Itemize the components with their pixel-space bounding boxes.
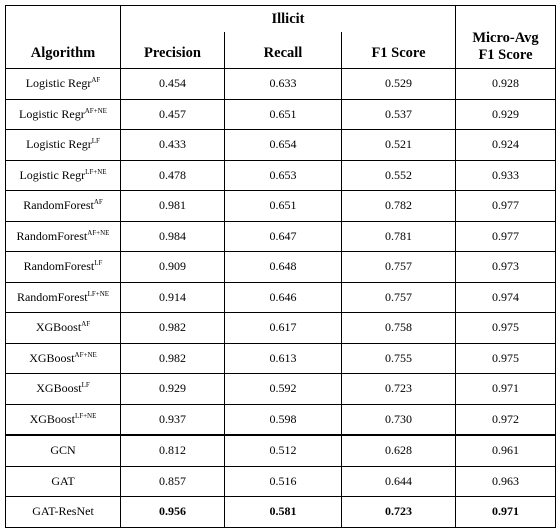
feature-set-superscript: AF — [91, 76, 101, 85]
table-row — [6, 252, 556, 283]
micro-avg-header-line2: F1 Score — [478, 47, 533, 63]
algorithm-name: XGBoost — [36, 381, 82, 396]
f1-cell: 0.529 — [342, 69, 456, 100]
illicit-header: Illicit — [121, 6, 456, 33]
micro-cell: 0.933 — [456, 160, 556, 191]
algorithm-name: Logistic Regr — [19, 167, 86, 182]
recall-cell: 0.648 — [225, 252, 342, 283]
f1-cell: 0.628 — [342, 435, 456, 466]
algorithm-name: RandomForest — [16, 289, 88, 304]
recall-cell: 0.646 — [225, 282, 342, 313]
recall-cell: 0.651 — [225, 191, 342, 222]
precision-cell: 0.982 — [121, 313, 225, 344]
recall-cell: 0.647 — [225, 221, 342, 252]
micro-cell: 0.973 — [456, 252, 556, 283]
precision-cell: 0.454 — [121, 69, 225, 100]
precision-cell: 0.914 — [121, 282, 225, 313]
precision-header: Precision — [121, 32, 225, 69]
precision-cell: 0.984 — [121, 221, 225, 252]
precision-cell: 0.457 — [121, 99, 225, 130]
algorithm-name: RandomForest — [16, 228, 88, 243]
recall-cell: 0.581 — [225, 497, 342, 528]
algorithm-cell — [6, 99, 121, 130]
f1-cell: 0.730 — [342, 404, 456, 435]
table-row — [6, 69, 556, 100]
micro-cell: 0.977 — [456, 191, 556, 222]
f1-cell: 0.644 — [342, 466, 456, 497]
recall-header: Recall — [225, 32, 342, 69]
algorithm-cell — [6, 221, 121, 252]
f1-cell: 0.552 — [342, 160, 456, 191]
algorithm-name: XGBoost — [35, 320, 82, 335]
algorithm-cell — [6, 160, 121, 191]
algorithm-name: XGBoost — [29, 411, 75, 426]
recall-cell: 0.633 — [225, 69, 342, 100]
feature-set-superscript: LF+NE — [85, 167, 107, 176]
table-row — [6, 191, 556, 222]
algorithm-cell — [6, 252, 121, 283]
table-row — [6, 282, 556, 313]
precision-cell: 0.909 — [121, 252, 225, 283]
recall-cell: 0.617 — [225, 313, 342, 344]
recall-cell: 0.598 — [225, 404, 342, 435]
table-row — [6, 497, 556, 528]
table-body — [6, 69, 556, 528]
algorithm-cell — [6, 435, 121, 466]
feature-set-superscript: AF — [93, 198, 103, 207]
micro-cell: 0.929 — [456, 99, 556, 130]
algorithm-cell — [6, 282, 121, 313]
micro-cell: 0.924 — [456, 130, 556, 161]
feature-set-superscript: LF+NE — [87, 289, 110, 298]
f1-cell: 0.537 — [342, 99, 456, 130]
micro-cell: 0.975 — [456, 343, 556, 374]
algorithm-name: GAT-ResNet — [32, 504, 94, 519]
f1-cell: 0.757 — [342, 252, 456, 283]
micro-cell: 0.971 — [456, 497, 556, 528]
precision-cell: 0.956 — [121, 497, 225, 528]
precision-cell: 0.981 — [121, 191, 225, 222]
algorithm-name: RandomForest — [23, 259, 95, 274]
precision-cell: 0.937 — [121, 404, 225, 435]
f1-cell: 0.723 — [342, 497, 456, 528]
table-row — [6, 466, 556, 497]
algorithm-name: XGBoost — [29, 350, 75, 365]
f1-header: F1 Score — [342, 32, 456, 69]
f1-cell: 0.755 — [342, 343, 456, 374]
table-row — [6, 130, 556, 161]
f1-cell: 0.521 — [342, 130, 456, 161]
feature-set-superscript: LF+NE — [74, 411, 97, 420]
algorithm-name: Logistic Regr — [19, 106, 85, 121]
feature-set-superscript: AF+NE — [87, 228, 110, 237]
precision-cell: 0.433 — [121, 130, 225, 161]
f1-cell: 0.757 — [342, 282, 456, 313]
algorithm-cell — [6, 69, 121, 100]
algorithm-name: GAT — [51, 473, 75, 488]
algorithm-cell — [6, 374, 121, 405]
feature-set-superscript: LF — [91, 137, 100, 146]
algorithm-cell — [6, 343, 121, 374]
precision-cell: 0.929 — [121, 374, 225, 405]
algorithm-name: Logistic Regr — [25, 76, 92, 91]
f1-cell: 0.782 — [342, 191, 456, 222]
f1-cell: 0.723 — [342, 374, 456, 405]
algorithm-cell — [6, 191, 121, 222]
micro-cell: 0.961 — [456, 435, 556, 466]
algorithm-cell — [6, 130, 121, 161]
micro-cell: 0.963 — [456, 466, 556, 497]
table-row — [6, 160, 556, 191]
feature-set-superscript: LF — [81, 381, 90, 390]
recall-cell: 0.592 — [225, 374, 342, 405]
micro-cell: 0.928 — [456, 69, 556, 100]
feature-set-superscript: AF+NE — [74, 350, 97, 359]
recall-cell: 0.516 — [225, 466, 342, 497]
micro-cell: 0.977 — [456, 221, 556, 252]
table-row — [6, 99, 556, 130]
algorithm-cell — [6, 404, 121, 435]
recall-cell: 0.613 — [225, 343, 342, 374]
f1-cell: 0.781 — [342, 221, 456, 252]
algorithm-name: RandomForest — [23, 198, 94, 213]
feature-set-superscript: AF+NE — [84, 106, 107, 115]
recall-cell: 0.653 — [225, 160, 342, 191]
algorithm-name: Logistic Regr — [26, 137, 92, 152]
precision-cell: 0.478 — [121, 160, 225, 191]
table-row — [6, 435, 556, 466]
feature-set-superscript: LF — [94, 259, 103, 268]
micro-cell: 0.975 — [456, 313, 556, 344]
recall-cell: 0.512 — [225, 435, 342, 466]
micro-cell: 0.974 — [456, 282, 556, 313]
algorithm-cell — [6, 313, 121, 344]
algorithm-cell — [6, 497, 121, 528]
precision-cell: 0.857 — [121, 466, 225, 497]
precision-cell: 0.982 — [121, 343, 225, 374]
table-row — [6, 343, 556, 374]
algorithm-header: Algorithm — [6, 6, 121, 69]
micro-avg-header-line1: Micro-Avg — [472, 30, 539, 46]
f1-cell: 0.758 — [342, 313, 456, 344]
table-row — [6, 221, 556, 252]
table-row — [6, 313, 556, 344]
algorithm-name: GCN — [50, 443, 76, 458]
recall-cell: 0.654 — [225, 130, 342, 161]
table-row — [6, 404, 556, 435]
results-table — [5, 5, 556, 528]
feature-set-superscript: AF — [81, 320, 91, 329]
precision-cell: 0.812 — [121, 435, 225, 466]
micro-avg-header — [456, 6, 556, 69]
table-row — [6, 374, 556, 405]
algorithm-cell — [6, 466, 121, 497]
recall-cell: 0.651 — [225, 99, 342, 130]
micro-cell: 0.972 — [456, 404, 556, 435]
micro-cell: 0.971 — [456, 374, 556, 405]
